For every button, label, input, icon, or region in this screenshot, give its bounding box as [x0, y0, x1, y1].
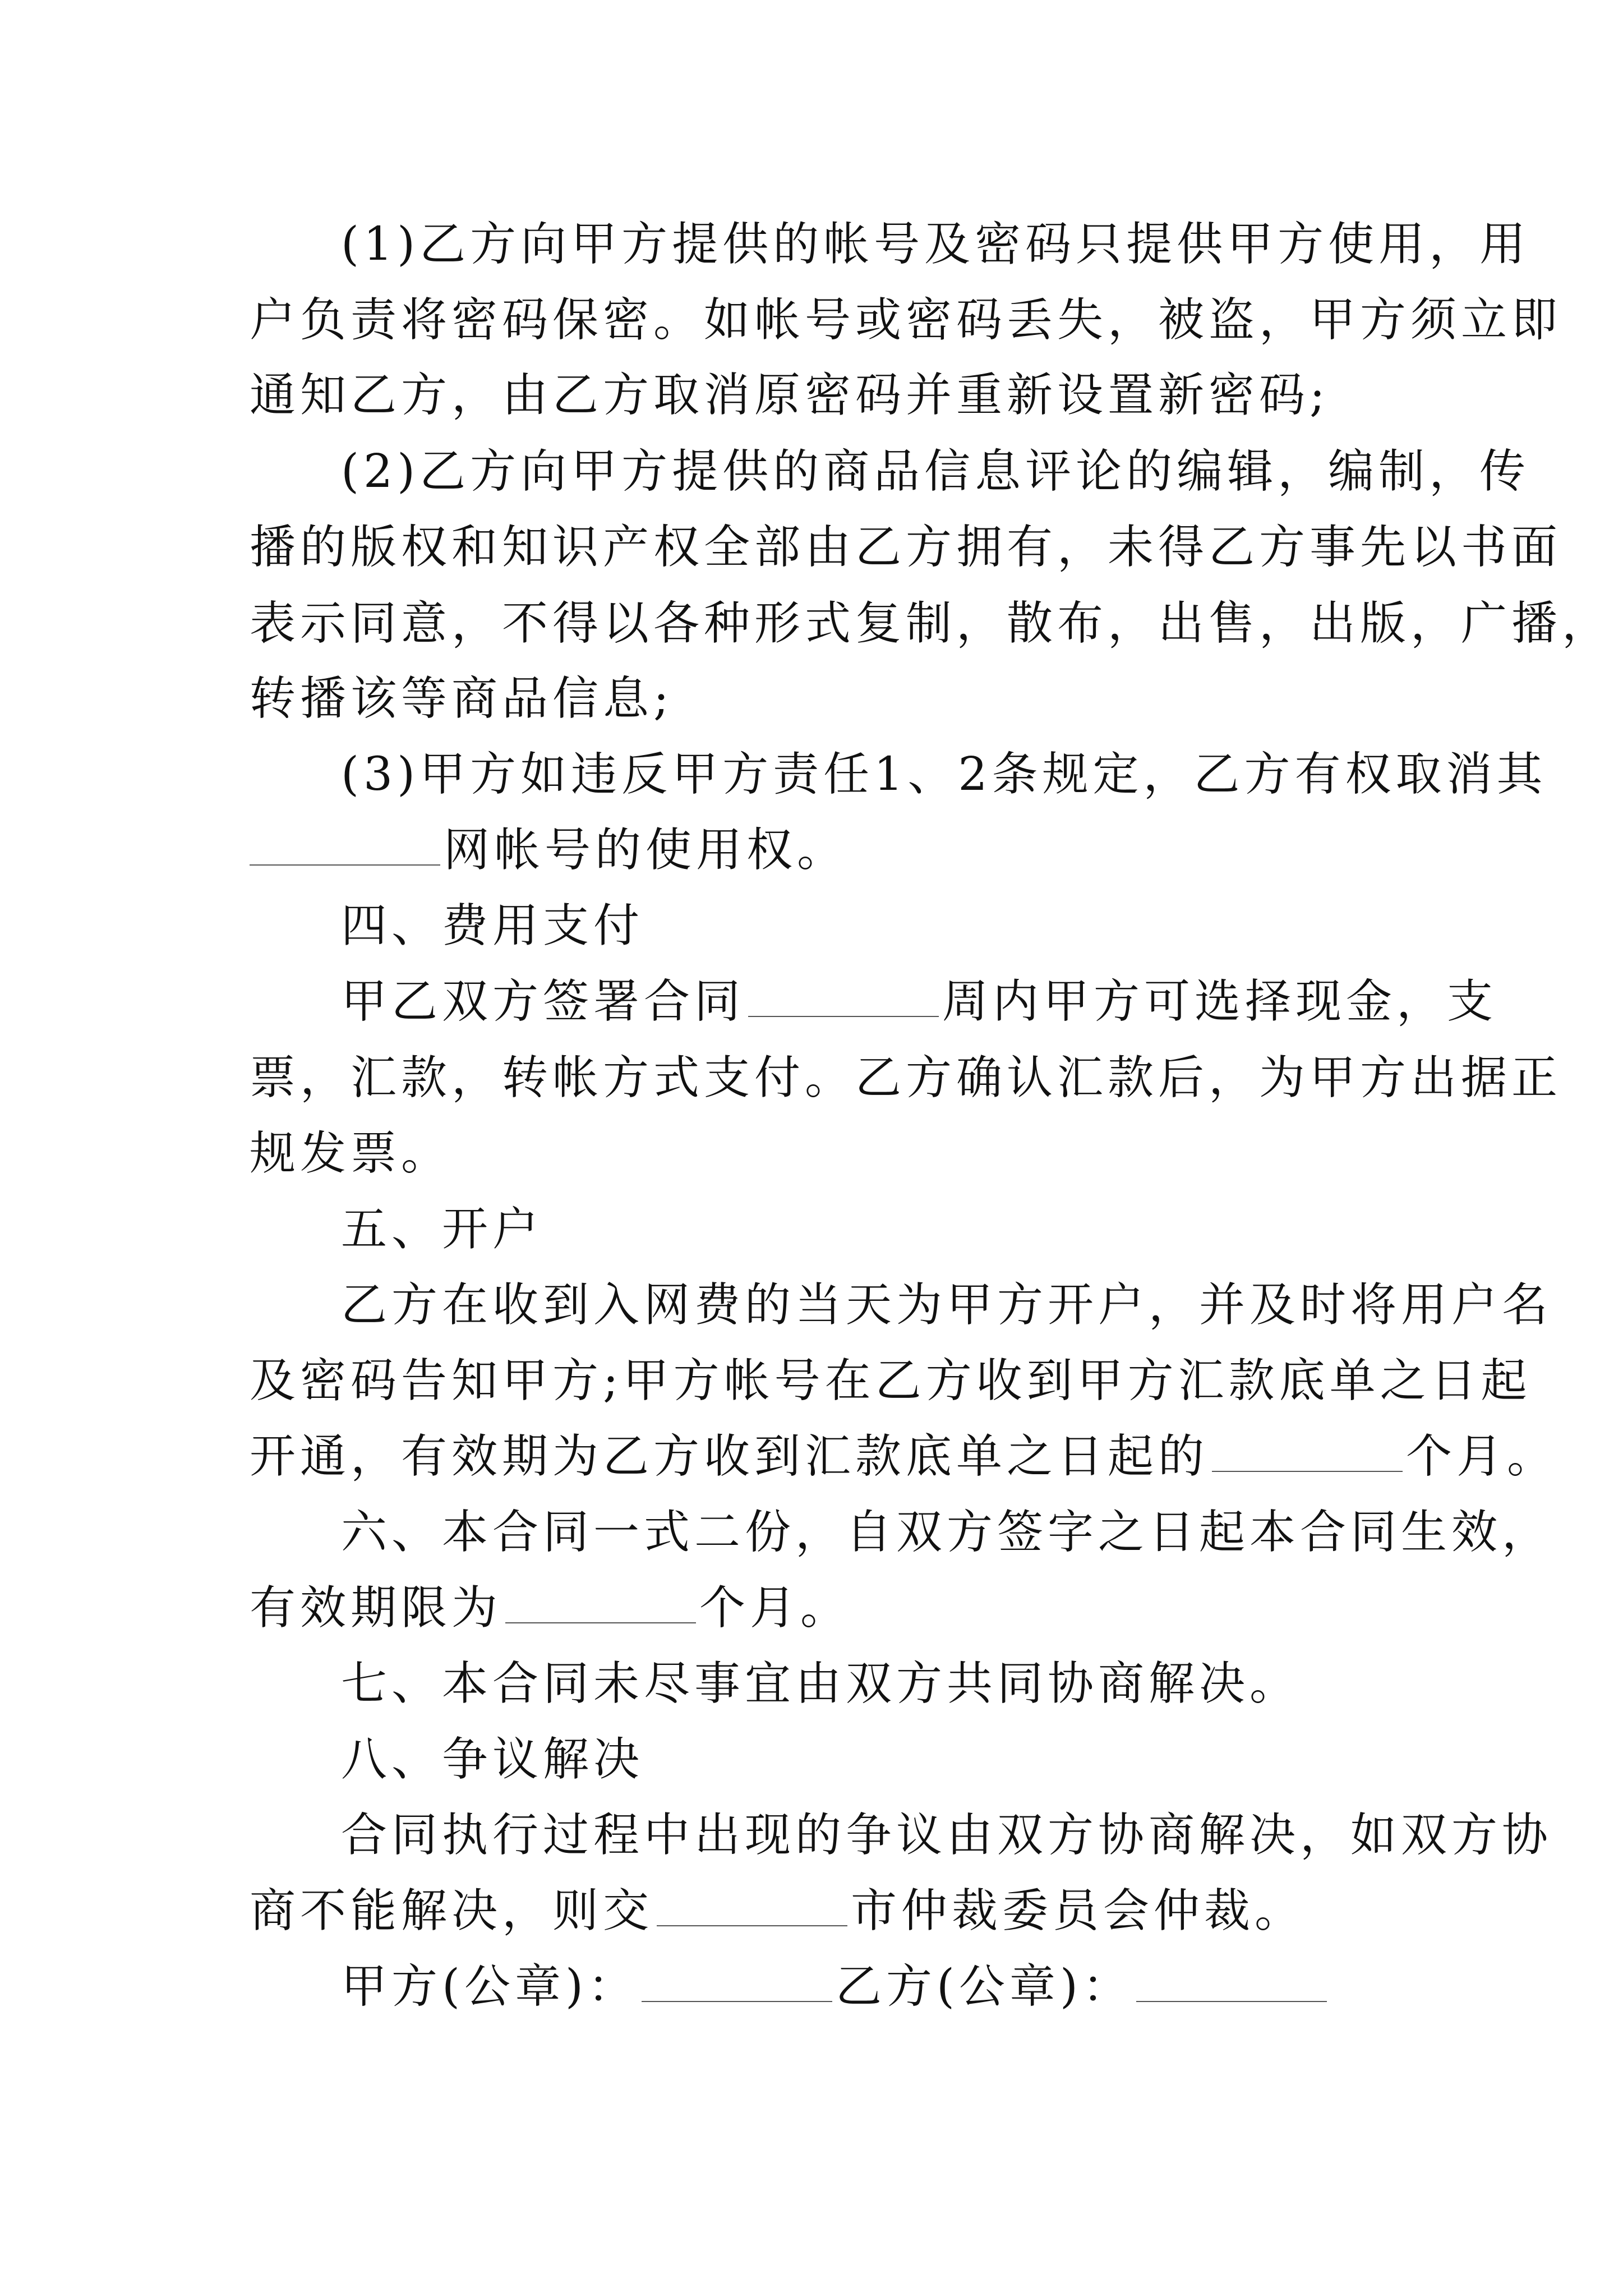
section-5-line-3 [250, 1429, 1558, 1485]
text-span: 六、本合同一式二份，自双方签字之日起本合同生效， [341, 1506, 1553, 1559]
text-span: 票，汇款，转帐方式支付。乙方确认汇款后，为甲方出据正 [250, 1051, 1562, 1105]
text-span: 通知乙方，由乙方取消原密码并重新设置新密码; [250, 369, 1330, 422]
section-5-line-2 [250, 1353, 1532, 1409]
text-span: 表示同意，不得以各种形式复制，散布，出售，出版，广播， [250, 597, 1613, 650]
section-4-line-2 [250, 1050, 1562, 1106]
section-5-line-1 [341, 1277, 1553, 1333]
section-4-line-3 [250, 1126, 1399, 1182]
text-span: 户负责将密码保密。如帐号或密码丢失，被盗，甲方须立即 [250, 293, 1562, 347]
fill-in-blank [657, 1885, 847, 1926]
section-8-line-1 [341, 1807, 1553, 1864]
party-b-seal-label: 乙方(公章)： [835, 1960, 1133, 2013]
section-4-line-1 [341, 974, 1498, 1030]
text-span: (2)乙方向甲方提供的商品信息评论的编辑，编制，传 [341, 445, 1530, 498]
text-span: 有效期限为 [250, 1581, 502, 1635]
text-span: 及密码告知甲方;甲方帐号在乙方收到甲方汇款底单之日起 [250, 1354, 1532, 1407]
text-span: 甲乙双方签署合同 [341, 975, 745, 1028]
clause-1-line-2 [250, 292, 1562, 348]
fill-in-blank [250, 824, 440, 866]
text-span: 规发票。 [250, 1127, 452, 1180]
text-span: 转播该等商品信息; [250, 672, 674, 725]
text-span: 播的版权和知识产权全部由乙方拥有，未得乙方事先以书面 [250, 521, 1562, 574]
fill-in-blank [505, 1582, 696, 1623]
text-span: 七、本合同未尽事宜由双方共同协商解决。 [341, 1657, 1301, 1710]
text-span: 乙方在收到入网费的当天为甲方开户，并及时将用户名 [341, 1278, 1553, 1332]
fill-in-blank [1212, 1430, 1403, 1472]
party-b-seal-blank [1136, 1961, 1327, 2002]
text-span: 四、费用支付 [341, 899, 644, 953]
section-5-heading [341, 1202, 1491, 1258]
text-span: 五、开户 [341, 1203, 543, 1256]
party-a-seal-label: 甲方(公章)： [341, 1960, 638, 2013]
clause-2-line-1 [341, 444, 1530, 500]
fill-in-blank [748, 976, 939, 1017]
text-span: 八、争议解决 [341, 1733, 644, 1786]
signature-line [341, 1959, 1491, 2015]
text-span: 商不能解决，则交 [250, 1884, 654, 1938]
section-4-heading [341, 898, 1491, 954]
text-span: 合同执行过程中出现的争议由双方协商解决，如双方协 [341, 1809, 1553, 1862]
party-a-seal-blank [642, 1961, 832, 2002]
section-6-line-1 [341, 1504, 1553, 1561]
clause-2-line-3 [250, 596, 1613, 652]
text-span: (3)甲方如违反甲方责任1、2条规定，乙方有权取消其 [341, 748, 1547, 801]
text-span: (1)乙方向甲方提供的帐号及密码只提供甲方使用，用 [341, 218, 1530, 271]
section-7 [341, 1656, 1491, 1712]
clause-3-line-1 [341, 747, 1547, 803]
text-span: 开通，有效期为乙方收到汇款底单之日起的 [250, 1430, 1209, 1483]
text-span: 网帐号的使用权。 [444, 823, 848, 877]
clause-1-line-3 [250, 367, 1399, 424]
text-span: 个月。 [1406, 1430, 1558, 1483]
clause-3-line-2 [250, 822, 1399, 878]
text-span: 市仲裁委员会仲裁。 [851, 1884, 1306, 1938]
section-6-line-2 [250, 1580, 1399, 1636]
clause-2-line-2 [250, 519, 1562, 576]
clause-2-line-4 [250, 671, 1399, 727]
section-8-heading [341, 1732, 1491, 1788]
section-8-line-2 [250, 1883, 1399, 1939]
clause-1-line-1 [341, 217, 1530, 273]
text-span: 个月。 [699, 1581, 851, 1635]
text-span: 周内甲方可选择现金，支 [942, 975, 1498, 1028]
